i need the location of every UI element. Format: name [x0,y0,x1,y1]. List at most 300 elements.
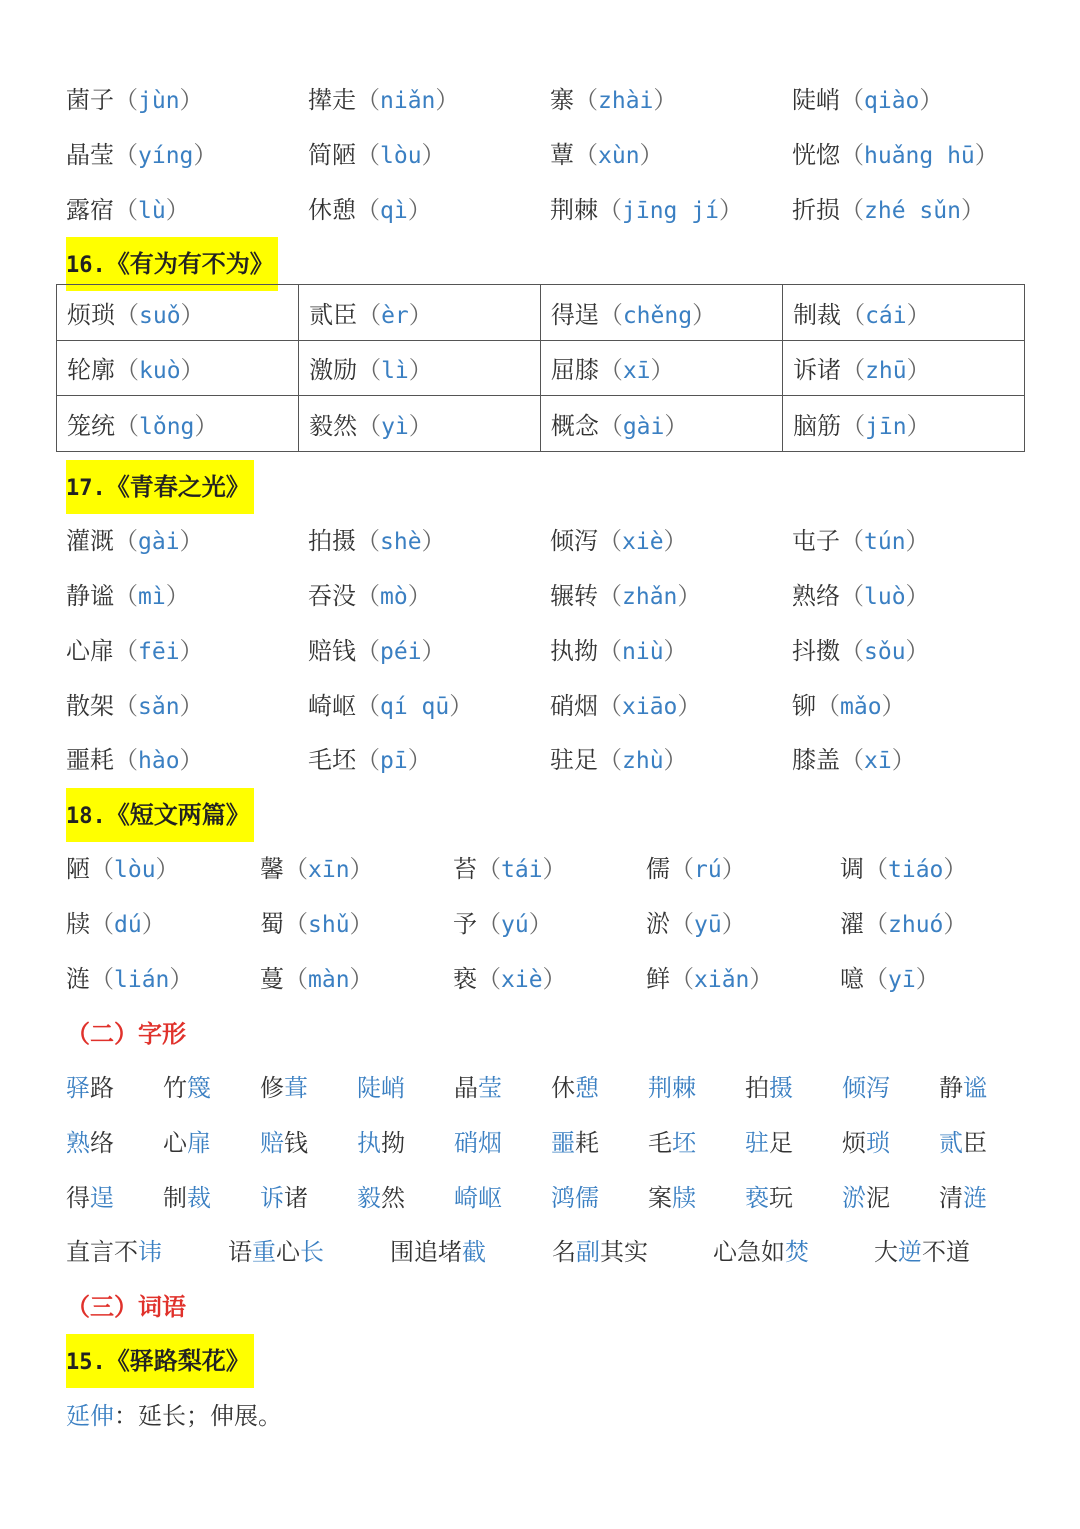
highlighted-char: 莹 [478,1074,502,1102]
close-paren: ） [542,855,567,883]
open-paren: （ [598,196,622,224]
pinyin-entry [550,190,743,230]
table-cell [57,396,299,452]
plain-char: 烦 [842,1129,866,1157]
highlighted-char: 葺 [284,1074,308,1102]
pinyin: qí qū [380,694,450,720]
open-paren: （ [356,746,380,774]
pinyin-entry [66,686,204,726]
plain-char: 直言不 [66,1238,138,1266]
highlighted-char: 逞 [90,1184,114,1212]
close-paren: ） [180,300,205,329]
open-paren: （ [356,141,380,169]
section-18-heading [66,788,254,842]
highlighted-char: 谧 [963,1074,987,1102]
word: 苔 [453,855,477,883]
open-paren: （ [284,965,308,993]
open-paren: （ [598,746,622,774]
zixing-word [648,1178,696,1218]
pinyin: zhài [598,88,654,114]
definition-colon: ： [114,1402,138,1430]
close-paren: ） [974,141,999,169]
plain-char: 然 [381,1184,405,1212]
pinyin: jùn [138,88,180,114]
pinyin: mǎo [840,694,882,720]
plain-char: 制 [163,1184,187,1212]
word: 脑筋 [793,412,842,441]
close-paren: ） [179,637,204,665]
word: 菌子 [66,86,114,114]
open-paren: （ [356,582,380,610]
word: 淤 [646,910,670,938]
pinyin-entry [66,904,166,944]
highlighted-char: 硝烟 [454,1129,502,1157]
pinyin: yíng [138,143,194,169]
close-paren: ） [408,412,433,441]
word: 静谧 [66,582,114,610]
pinyin-entry [308,80,459,120]
zixing-word [648,1123,696,1163]
close-paren: ） [408,356,433,385]
close-paren: ） [906,356,931,385]
open-paren: （ [356,637,380,665]
zixing-word [357,1068,405,1108]
pinyin: lòu [114,857,156,883]
zixing-word [454,1068,502,1108]
pinyin: xiǎn [694,967,750,993]
word: 馨 [260,855,284,883]
pinyin-entry [792,686,906,726]
word: 露宿 [66,196,114,224]
pinyin-entry [792,190,985,230]
plain-char: 耗 [575,1129,599,1157]
pinyin: niù [622,639,664,665]
pinyin-row [0,521,1080,561]
pinyin-entry [66,849,180,889]
pinyin-entry [550,686,701,726]
pinyin-entry [792,576,930,616]
open-paren: （ [357,412,382,441]
open-paren: （ [598,300,623,329]
pinyin: xiāo [622,694,678,720]
plain-char: 其实 [600,1238,648,1266]
plain-char: 名 [552,1238,576,1266]
word: 贰臣 [309,300,358,329]
word: 赔钱 [308,637,356,665]
plain-char: 晶 [454,1074,478,1102]
zixing-word [551,1068,599,1108]
word: 蜀 [260,910,284,938]
open-paren: （ [670,910,694,938]
pinyin: lù [138,198,166,224]
section-16-table [56,284,1025,452]
plain-char: 案 [648,1184,672,1212]
pinyin-entry [646,959,773,999]
close-paren: ） [528,910,553,938]
word: 予 [453,910,477,938]
plain-char: 清 [939,1184,963,1212]
pinyin-entry [66,631,204,671]
pinyin-entry [308,631,446,671]
zixing-word [357,1178,405,1218]
pinyin-entry [453,904,553,944]
highlighted-char: 贰 [939,1129,963,1157]
word: 笼统 [67,412,115,441]
idiom-row [0,1232,1080,1272]
open-paren: （ [90,855,114,883]
pinyin: zhuó [888,912,944,938]
pinyin: xī [622,358,651,385]
open-paren: （ [864,965,888,993]
close-paren: ） [663,637,688,665]
word: 拍摄 [308,527,356,555]
pinyin-entry [66,521,204,561]
word: 蔓 [260,965,284,993]
pinyin-row [0,135,1080,175]
highlighted-char: 驿 [66,1074,90,1102]
word: 抖擞 [792,637,840,665]
table-cell [540,285,782,341]
pinyin-entry [792,135,999,175]
pinyin-entry [66,80,204,120]
pinyin: lòu [380,143,422,169]
open-paren: （ [598,527,622,555]
zixing-word [745,1123,793,1163]
pinyin-row [0,80,1080,120]
open-paren: （ [598,412,623,441]
plain-char: 拗 [381,1129,405,1157]
open-paren: （ [598,356,623,385]
close-paren: ） [180,356,205,385]
open-paren: （ [356,527,380,555]
word: 轮廓 [67,356,115,385]
open-paren: （ [115,356,139,385]
close-paren: ） [407,582,432,610]
zixing-heading: （二）字形 [66,1019,186,1048]
open-paren: （ [357,300,382,329]
pinyin: shǔ [308,912,350,938]
plain-char: 臣 [963,1129,987,1157]
highlighted-char: 倾泻 [842,1074,890,1102]
open-paren: （ [90,910,114,938]
pinyin: lǒng [139,414,195,441]
open-paren: （ [114,746,138,774]
pinyin: dú [114,912,142,938]
highlighted-char: 涟 [963,1184,987,1212]
open-paren: （ [356,196,380,224]
highlighted-char: 赔 [260,1129,284,1157]
close-paren: ） [179,86,204,114]
close-paren: ） [449,692,474,720]
pinyin-entry [308,686,473,726]
highlighted-char: 执 [357,1129,381,1157]
pinyin: rú [694,857,722,883]
pinyin-entry [308,740,432,780]
highlighted-char: 长 [300,1238,324,1266]
pinyin: yú [501,912,529,938]
pinyin-entry [792,740,916,780]
zixing-word [66,1123,114,1163]
close-paren: ） [650,356,675,385]
close-paren: ） [905,582,930,610]
pinyin-row [0,904,1080,944]
idiom [66,1232,162,1272]
open-paren: （ [114,527,138,555]
pinyin-entry [550,80,677,120]
pinyin-entry [260,849,374,889]
word: 散架 [66,692,114,720]
plain-char: 语 [228,1238,252,1266]
pinyin: hào [138,748,180,774]
close-paren: ） [435,86,460,114]
word: 晶莹 [66,141,114,169]
open-paren: （ [114,582,138,610]
section-16-title: 《有为有不为》 [105,249,274,278]
pinyin: zhǎn [622,584,678,610]
word: 简陋 [308,141,356,169]
word: 硝烟 [550,692,598,720]
open-paren: （ [114,692,138,720]
table-cell [540,396,782,452]
pinyin-row [0,849,1080,889]
zixing-word [260,1178,308,1218]
close-paren: ） [653,86,678,114]
close-paren: ） [891,746,916,774]
word: 调 [840,855,864,883]
highlighted-char: 焚 [785,1238,809,1266]
close-paren: ） [677,582,702,610]
highlighted-char: 逆 [898,1238,922,1266]
pinyin: yī [888,967,916,993]
pinyin: yì [381,414,409,441]
word: 铆 [792,692,816,720]
pinyin-row [0,686,1080,726]
pinyin: xùn [598,143,640,169]
table-cell [299,396,541,452]
plain-char: 休 [551,1074,575,1102]
zixing-word [454,1178,502,1218]
open-paren: （ [670,965,694,993]
word: 概念 [550,412,599,441]
section-18-number: 18. [66,804,106,829]
open-paren: （ [574,86,598,114]
pinyin-entry [840,849,967,889]
pinyin-entry [453,849,567,889]
pinyin: zhù [622,748,664,774]
word: 心扉 [66,637,114,665]
pinyin: qì [380,198,408,224]
pinyin: péi [380,639,422,665]
pinyin-entry [260,904,374,944]
close-paren: ） [663,746,688,774]
ciyu-section-15-heading [66,1334,254,1388]
word: 儒 [646,855,670,883]
table-cell [783,396,1025,452]
open-paren: （ [864,910,888,938]
open-paren: （ [114,637,138,665]
table-cell [57,340,299,396]
idiom [713,1232,809,1272]
highlighted-char: 重 [252,1238,276,1266]
pinyin-entry [66,576,190,616]
pinyin-entry [550,740,688,780]
open-paren: （ [840,86,864,114]
pinyin-entry [792,521,930,561]
highlighted-char: 亵 [745,1184,769,1212]
open-paren: （ [864,855,888,883]
pinyin: pī [380,748,408,774]
open-paren: （ [598,637,622,665]
word: 荆棘 [550,196,598,224]
section-17-number: 17. [66,476,106,501]
close-paren: ） [915,965,940,993]
word: 濯 [840,910,864,938]
highlighted-char: 噩 [551,1129,575,1157]
plain-char: 拍 [745,1074,769,1102]
open-paren: （ [841,412,866,441]
pinyin: jīn [865,414,907,441]
pinyin-row [0,190,1080,230]
pinyin-entry [550,135,664,175]
word: 牍 [66,910,90,938]
definition-line [66,1396,282,1436]
open-paren: （ [114,196,138,224]
word: 得逞 [550,300,599,329]
highlighted-char: 牍 [672,1184,696,1212]
table-cell [783,340,1025,396]
close-paren: ） [179,692,204,720]
idiom [552,1232,648,1272]
pinyin: jīng jí [622,198,719,224]
close-paren: ） [408,300,433,329]
zixing-word [939,1178,987,1218]
pinyin: luò [864,584,906,610]
highlighted-char: 裁 [187,1184,211,1212]
pinyin: niǎn [380,88,436,114]
plain-char: 心急如 [713,1238,785,1266]
close-paren: ） [692,300,717,329]
open-paren: （ [477,965,501,993]
pinyin-entry [840,959,940,999]
word: 蕈 [550,141,574,169]
pinyin: tún [864,529,906,555]
open-paren: （ [114,86,138,114]
open-paren: （ [357,356,382,385]
zixing-word [939,1068,987,1108]
word: 执拗 [550,637,598,665]
word: 熟络 [792,582,840,610]
close-paren: ） [639,141,664,169]
zixing-word [842,1123,890,1163]
open-paren: （ [841,300,866,329]
open-paren: （ [115,300,139,329]
pinyin: mò [380,584,408,610]
plain-char: 毛 [648,1129,672,1157]
close-paren: ） [169,965,194,993]
word: 屯子 [792,527,840,555]
word: 辗转 [550,582,598,610]
plain-char: 足 [769,1129,793,1157]
zixing-word [260,1123,308,1163]
word: 屈膝 [550,356,599,385]
zixing-word [551,1178,599,1218]
pinyin-entry [550,576,701,616]
word: 制裁 [793,300,842,329]
word: 膝盖 [792,746,840,774]
pinyin: gài [138,529,180,555]
zixing-word [163,1068,211,1108]
pinyin-entry [308,135,446,175]
pinyin: kuò [139,358,181,385]
definition-text: 延长；伸展。 [138,1402,282,1430]
plain-char: 心 [276,1238,300,1266]
pinyin: lì [381,358,409,385]
word: 撵走 [308,86,356,114]
pinyin: shè [380,529,422,555]
close-paren: ） [421,527,446,555]
open-paren: （ [840,582,864,610]
section-16-number: 16. [66,253,106,278]
plain-char: 泥 [866,1184,890,1212]
close-paren: ） [905,637,930,665]
close-paren: ） [141,910,166,938]
table-cell [783,285,1025,341]
open-paren: （ [670,855,694,883]
highlighted-char: 讳 [138,1238,162,1266]
open-paren: （ [840,196,864,224]
pinyin-entry [646,904,746,944]
highlighted-char: 副 [576,1238,600,1266]
close-paren: ） [407,746,432,774]
highlighted-char: 陡峭 [357,1074,405,1102]
close-paren: ） [721,855,746,883]
idiom [874,1232,970,1272]
word: 崎岖 [308,692,356,720]
pinyin: qiào [864,88,920,114]
zixing-word [745,1068,793,1108]
word: 吞没 [308,582,356,610]
open-paren: （ [284,910,308,938]
close-paren: ） [943,855,968,883]
close-paren: ） [905,527,930,555]
close-paren: ） [165,196,190,224]
pinyin: sǒu [864,639,906,665]
close-paren: ） [943,910,968,938]
highlighted-char: 截 [462,1238,486,1266]
table-row [57,396,1025,452]
highlighted-char: 驻 [745,1129,769,1157]
open-paren: （ [114,141,138,169]
zixing-word [163,1178,211,1218]
open-paren: （ [598,692,622,720]
close-paren: ） [677,692,702,720]
idiom [390,1232,486,1272]
pinyin-entry [550,631,688,671]
plain-char: 心 [163,1129,187,1157]
word: 陡峭 [792,86,840,114]
open-paren: （ [840,637,864,665]
section-16-heading [66,237,278,291]
close-paren: ） [349,965,374,993]
open-paren: （ [284,855,308,883]
close-paren: ） [906,300,931,329]
pinyin: gài [622,414,665,441]
plain-char: 竹 [163,1074,187,1102]
pinyin-row [0,959,1080,999]
open-paren: （ [90,965,114,993]
zixing-word [163,1123,211,1163]
close-paren: ） [749,965,774,993]
